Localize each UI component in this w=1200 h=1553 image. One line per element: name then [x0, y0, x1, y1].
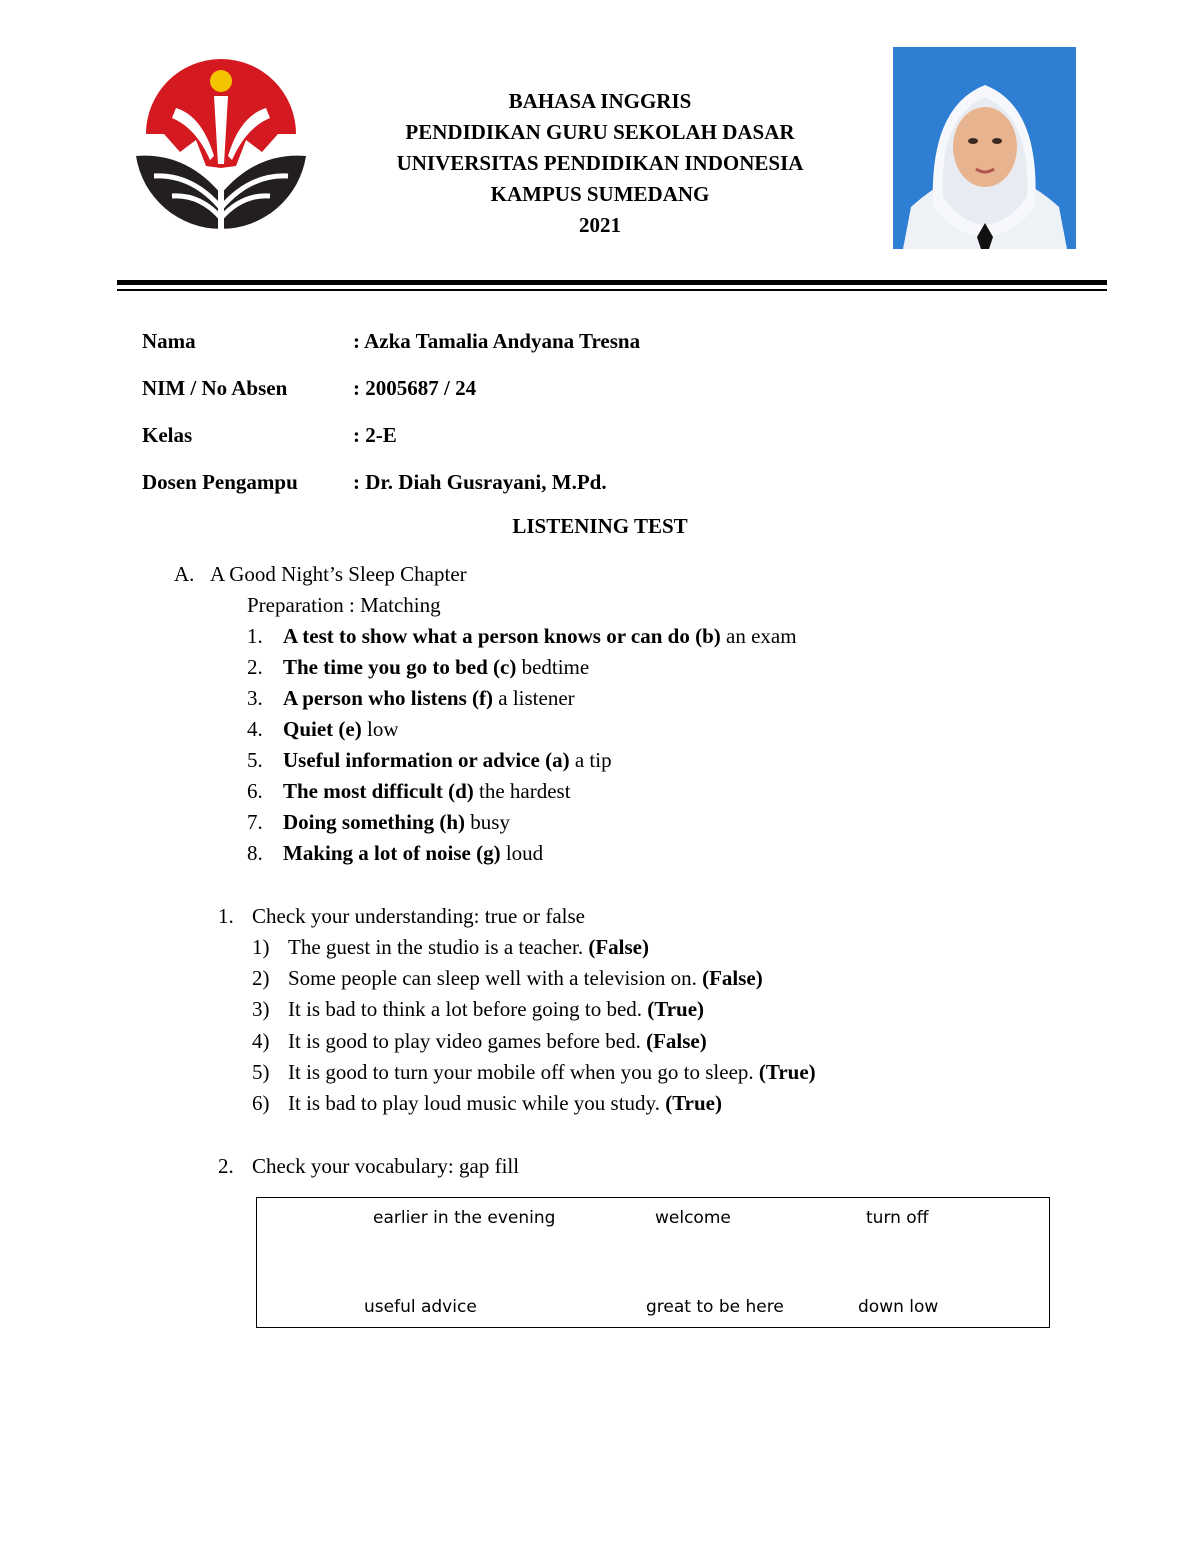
student-photo: [893, 47, 1076, 249]
identity-value: : Azka Tamalia Andyana Tresna: [353, 329, 641, 353]
section-a-heading: [174, 560, 467, 588]
header-divider-thick: [117, 280, 1107, 285]
statement-text: It is bad to think a lot before going to bed.: [288, 997, 648, 1022]
statement-answer: (True): [665, 1091, 722, 1115]
statement-answer: (False): [702, 966, 763, 991]
item-number: 5): [252, 1059, 270, 1084]
vocab-word: turn off: [866, 1208, 929, 1228]
matching-letter: (c): [493, 655, 517, 679]
matching-term: The most difficult: [283, 779, 443, 803]
header-line-5: 2021: [579, 213, 621, 237]
statement-answer: (True): [758, 1059, 816, 1084]
matching-letter: (a): [545, 748, 570, 772]
item-number: 6.: [247, 779, 263, 803]
item-number: 7.: [247, 810, 263, 834]
matching-answer: a tip: [569, 748, 612, 772]
vocab-word: great to be here: [646, 1297, 784, 1317]
vocab-word: down low: [858, 1297, 939, 1317]
item-number: 4): [252, 1028, 270, 1053]
item-number: 8.: [247, 841, 263, 865]
identity-value: : Dr. Diah Gusrayani, M.Pd.: [353, 470, 607, 494]
item-number: 3.: [247, 686, 263, 710]
item-number: 5.: [247, 748, 263, 772]
matching-term: Useful information or advice: [283, 748, 540, 772]
test-title: LISTENING TEST: [512, 514, 688, 538]
identity-label: Dosen Pengampu: [142, 470, 298, 494]
matching-term: A test to show what a person knows or can do: [283, 624, 690, 648]
university-logo: [132, 56, 310, 232]
identity-label: NIM / No Absen: [142, 376, 288, 400]
section-title: A Good Night’s Sleep Chapter: [210, 562, 467, 586]
matching-letter: (e): [338, 717, 362, 741]
matching-letter: (h): [439, 810, 466, 834]
part1-heading: [218, 902, 585, 930]
part-title: Check your understanding: true or false: [252, 904, 585, 928]
matching-answer: loud: [500, 841, 544, 865]
header-line-2: PENDIDIKAN GURU SEKOLAH DASAR: [405, 120, 795, 144]
statement-text: The guest in the studio is a teacher.: [288, 935, 589, 959]
header-line-3: UNIVERSITAS PENDIDIKAN INDONESIA: [396, 151, 804, 175]
identity-label: Nama: [142, 329, 196, 353]
item-number: 1.: [247, 624, 263, 648]
item-number: 1): [252, 935, 270, 959]
statement-answer: (False): [588, 935, 649, 959]
item-number: 2.: [247, 655, 263, 679]
matching-answer: an exam: [720, 624, 797, 648]
vocab-word: earlier in the evening: [373, 1208, 556, 1228]
matching-term: Making a lot of noise: [283, 841, 471, 865]
matching-answer: bedtime: [516, 655, 590, 679]
matching-term: The time you go to bed: [283, 655, 488, 679]
item-number: 3): [252, 997, 270, 1022]
matching-letter: (g): [476, 841, 501, 865]
identity-value: : 2-E: [353, 423, 397, 447]
statement-answer: (False): [646, 1028, 707, 1053]
header-divider-thin: [117, 289, 1107, 291]
matching-letter: (d): [448, 779, 474, 803]
preparation-label: Preparation : Matching: [247, 593, 441, 617]
statement-text: Some people can sleep well with a television on.: [288, 966, 703, 991]
matching-answer: a listener: [493, 686, 575, 710]
vocab-word: welcome: [655, 1208, 731, 1228]
vocab-word: useful advice: [364, 1297, 477, 1317]
matching-answer: busy: [465, 810, 510, 834]
matching-letter: (f): [472, 686, 494, 710]
header-line-1: BAHASA INGGRIS: [508, 89, 692, 113]
vocabulary-box: [256, 1197, 1050, 1328]
item-number: 6): [252, 1091, 270, 1115]
identity-value: : 2005687 / 24: [353, 376, 477, 400]
part-title: Check your vocabulary: gap fill: [252, 1154, 520, 1178]
matching-term: A person who listens: [283, 686, 467, 710]
section-marker: A.: [174, 562, 195, 586]
statement-text: It is good to turn your mobile off when you go to sleep.: [288, 1059, 759, 1084]
statement-text: It is bad to play loud music while you study.: [288, 1091, 666, 1115]
part2-heading: [218, 1152, 520, 1180]
matching-term: Doing something: [283, 810, 435, 834]
identity-label: Kelas: [142, 423, 193, 447]
matching-term: Quiet: [283, 717, 334, 741]
statement-text: It is good to play video games before bed.: [288, 1028, 647, 1053]
matching-answer: the hardest: [473, 779, 571, 803]
item-number: 4.: [247, 717, 263, 741]
item-number: 2): [252, 966, 270, 991]
matching-letter: (b): [695, 624, 721, 648]
part-number: 1.: [218, 904, 234, 928]
matching-answer: low: [361, 717, 399, 741]
part-number: 2.: [218, 1154, 234, 1178]
document-header: [350, 86, 850, 241]
statement-answer: (True): [647, 997, 705, 1022]
header-line-4: KAMPUS SUMEDANG: [490, 182, 710, 206]
